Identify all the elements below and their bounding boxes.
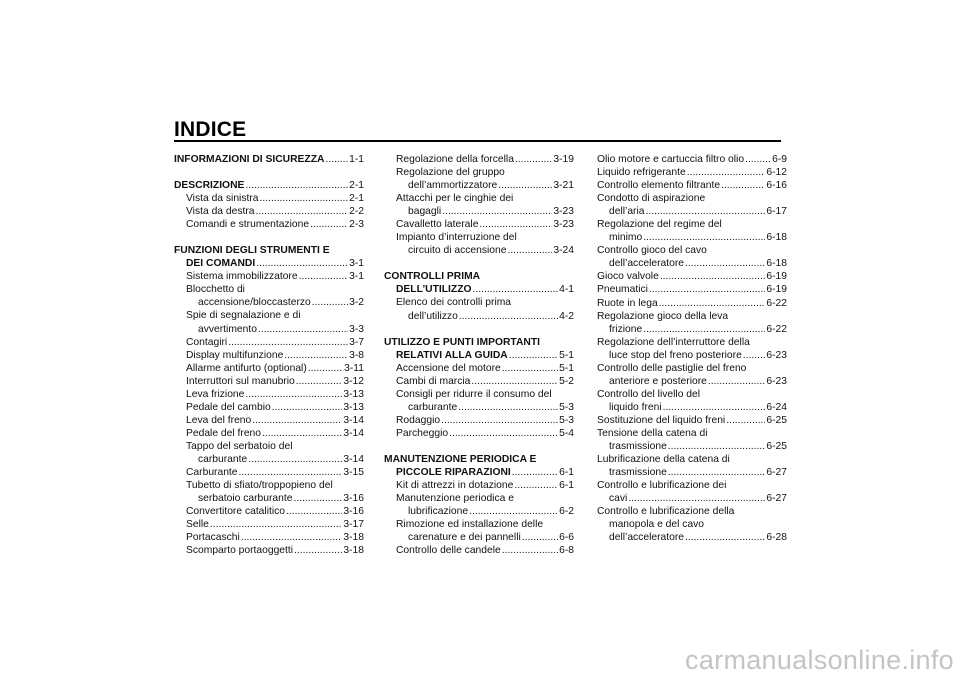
- toc-spacer: [384, 440, 574, 453]
- toc-entry-title: Kit di attrezzi in dotazione: [396, 480, 514, 492]
- toc-page-number: 5-3: [559, 401, 574, 413]
- toc-page-number: 3-13: [343, 388, 364, 400]
- toc-entry-title: Controllo delle pastiglie del freno: [597, 362, 747, 374]
- toc-leader-dots: [245, 388, 342, 401]
- toc-leader-dots: [310, 218, 348, 231]
- toc-entry-title: carenature e dei pannelli: [408, 532, 521, 544]
- toc-entry[interactable]: [384, 153, 574, 166]
- toc-section-heading[interactable]: [384, 336, 574, 362]
- toc-page-number: 3-14: [343, 414, 364, 426]
- toc-entry[interactable]: [384, 492, 574, 518]
- toc-entry[interactable]: [597, 310, 787, 336]
- toc-entry[interactable]: [384, 166, 574, 192]
- toc-entry-title: Ruote in lega: [597, 297, 658, 309]
- toc-column-3: [597, 153, 787, 544]
- toc-entry-title: minimo: [609, 232, 643, 244]
- toc-column-2: [384, 153, 574, 557]
- toc-page-number: 6-28: [766, 532, 787, 544]
- toc-leader-dots: [248, 453, 342, 466]
- toc-entry-title: dell’ammortizzatore: [408, 180, 498, 192]
- toc-page-number: 6-1: [559, 480, 574, 492]
- toc-entry-title: Portacaschi: [186, 532, 240, 544]
- toc-page-number: 3-21: [553, 180, 574, 192]
- toc-leader-dots: [256, 205, 349, 218]
- toc-page-number: 3-24: [553, 245, 574, 257]
- toc-entry-title: Comandi e strumentazione: [186, 219, 310, 231]
- toc-leader-dots: [660, 270, 766, 283]
- toc-page-number: 6-25: [766, 441, 787, 453]
- toc-entry-title: Contagiri: [186, 336, 228, 348]
- toc-page-number: 3-13: [343, 401, 364, 413]
- toc-entry-title: DESCRIZIONE: [174, 180, 245, 192]
- toc-spacer: [384, 257, 574, 270]
- toc-leader-dots: [646, 205, 766, 218]
- toc-column-1: [174, 153, 364, 557]
- toc-entry-title: frizione: [609, 323, 643, 335]
- toc-entry-title: Olio motore e cartuccia filtro olio: [597, 154, 745, 165]
- toc-entry-title: bagagli: [408, 206, 442, 218]
- toc-entry[interactable]: [174, 309, 364, 335]
- toc-entry-title: Cavalletto laterale: [396, 219, 479, 231]
- toc-entry[interactable]: [597, 427, 787, 453]
- toc-entry[interactable]: [174, 205, 364, 218]
- toc-entry-title: trasmissione: [609, 441, 667, 453]
- toc-entry[interactable]: [597, 414, 787, 427]
- toc-leader-dots: [299, 270, 349, 283]
- toc-leader-dots: [498, 179, 552, 192]
- toc-page-number: 3-2: [349, 297, 364, 309]
- toc-entry[interactable]: [597, 297, 787, 310]
- toc-page-number: 5-1: [559, 349, 574, 361]
- toc-entry-title: dell’utilizzo: [408, 310, 458, 322]
- toc-page-number: 4-2: [559, 310, 574, 322]
- toc-entry-title: DEI COMANDI: [186, 258, 256, 270]
- toc-entry[interactable]: [384, 479, 574, 492]
- toc-leader-dots: [721, 179, 765, 192]
- toc-leader-dots: [502, 544, 558, 557]
- toc-entry-title: manopola e del cavo: [609, 519, 705, 531]
- toc-page-number: 6-1: [559, 466, 574, 478]
- toc-entry-title: Blocchetto di: [186, 284, 245, 296]
- toc-entry-title: Pneumatici: [597, 284, 648, 296]
- toc-entry-title: Convertitore catalitico: [186, 506, 286, 518]
- toc-entry-title: Controllo delle candele: [396, 545, 501, 557]
- toc-entry-title: Condotto di aspirazione: [597, 193, 706, 205]
- toc-page-number: 6-18: [766, 258, 787, 270]
- toc-leader-dots: [241, 531, 343, 544]
- title-rule: [174, 140, 781, 142]
- toc-page-number: 3-14: [343, 453, 364, 465]
- toc-leader-dots: [479, 218, 552, 231]
- toc-entry-title: Carburante: [186, 467, 238, 479]
- toc-entry-title: Vista da sinistra: [186, 193, 259, 205]
- toc-leader-dots: [245, 179, 348, 192]
- toc-entry-title: Spie di segnalazione e di: [186, 310, 301, 322]
- toc-leader-dots: [628, 492, 765, 505]
- toc-entry-title: Regolazione della forcella: [396, 154, 514, 165]
- toc-page-number: 6-25: [766, 414, 787, 426]
- toc-entry-title: Attacchi per le cinghie dei: [396, 193, 514, 205]
- toc-entry-title: Sostituzione del liquido freni: [597, 414, 726, 426]
- toc-page-number: 3-1: [349, 271, 364, 283]
- toc-page-number: 2-1: [349, 180, 364, 192]
- toc-leader-dots: [294, 544, 342, 557]
- toc-leader-dots: [708, 375, 766, 388]
- toc-page-number: 3-7: [349, 336, 364, 348]
- toc-entry-title: Pedale del cambio: [186, 401, 271, 413]
- toc-page-number: 2-1: [349, 193, 364, 205]
- toc-leader-dots: [228, 336, 348, 349]
- toc-entry-title: serbatoio carburante: [198, 493, 293, 505]
- toc-entry[interactable]: [384, 518, 574, 544]
- toc-entry[interactable]: [597, 192, 787, 218]
- toc-entry-title: Regolazione del gruppo: [396, 167, 505, 179]
- toc-entry[interactable]: [174, 401, 364, 414]
- toc-leader-dots: [210, 518, 342, 531]
- toc-page-number: 3-11: [344, 362, 364, 374]
- toc-entry-title: circuito di accensione: [408, 245, 507, 257]
- toc-entry[interactable]: [174, 440, 364, 466]
- toc-entry-title: Tappo del serbatoio del: [186, 440, 293, 452]
- toc-leader-dots: [643, 323, 765, 336]
- toc-page-number: 3-3: [349, 323, 364, 335]
- toc-page-number: 6-12: [766, 167, 787, 179]
- toc-leader-dots: [514, 479, 558, 492]
- toc-entry-title: UTILIZZO E PUNTI IMPORTANTI: [384, 336, 540, 348]
- toc-entry-title: Controllo e lubrificazione della: [597, 506, 735, 518]
- toc-page-number: 3-23: [553, 219, 574, 231]
- toc-entry[interactable]: [174, 466, 364, 479]
- toc-spacer: [174, 231, 364, 244]
- toc-page-number: 3-8: [349, 349, 364, 361]
- toc-entry-title: Lubrificazione della catena di: [597, 454, 730, 466]
- toc-page-number: 6-24: [766, 401, 787, 413]
- toc-page-number: 5-3: [559, 414, 574, 426]
- toc-entry[interactable]: [384, 218, 574, 231]
- toc-entry-title: Allarme antifurto (optional): [186, 362, 307, 374]
- toc-section-heading[interactable]: [384, 270, 574, 296]
- toc-page-number: 6-27: [766, 493, 787, 505]
- toc-page-number: 3-23: [553, 206, 574, 218]
- toc-page-number: 6-23: [766, 349, 787, 361]
- watermark: carmanualsonline.info: [685, 645, 954, 675]
- toc-leader-dots: [745, 153, 771, 166]
- toc-entry-title: Selle: [186, 519, 209, 531]
- toc-entry[interactable]: [597, 153, 787, 166]
- toc-entry[interactable]: [384, 414, 574, 427]
- toc-page-number: 3-17: [343, 519, 364, 531]
- toc-entry[interactable]: [597, 362, 787, 388]
- toc-leader-dots: [449, 427, 558, 440]
- toc-page-number: 3-15: [343, 467, 364, 479]
- toc-leader-dots: [659, 297, 766, 310]
- toc-leader-dots: [458, 401, 558, 414]
- toc-entry-title: INFORMAZIONI DI SICUREZZA: [174, 154, 325, 165]
- toc-leader-dots: [256, 257, 348, 270]
- toc-entry-title: CONTROLLI PRIMA: [384, 271, 481, 283]
- toc-entry-title: RELATIVI ALLA GUIDA: [396, 349, 508, 361]
- toc-entry-title: Gioco valvole: [597, 271, 659, 283]
- toc-leader-dots: [515, 153, 552, 166]
- toc-page-number: 6-19: [766, 271, 787, 283]
- toc-spacer: [174, 166, 364, 179]
- toc-leader-dots: [262, 427, 342, 440]
- toc-page-number: 3-16: [343, 493, 364, 505]
- toc-entry[interactable]: [174, 388, 364, 401]
- toc-entry[interactable]: [597, 218, 787, 244]
- toc-page-number: 3-16: [343, 506, 364, 518]
- toc-entry-title: anteriore e posteriore: [609, 375, 707, 387]
- toc-entry-title: Regolazione dell’interruttore della: [597, 336, 750, 348]
- toc-entry[interactable]: [174, 336, 364, 349]
- toc-page-number: 6-22: [766, 297, 787, 309]
- toc-entry[interactable]: [174, 505, 364, 518]
- toc-leader-dots: [668, 440, 766, 453]
- toc-entry-title: cavi: [609, 493, 628, 505]
- toc-page-number: 6-6: [559, 532, 574, 544]
- toc-entry-title: Liquido refrigerante: [597, 167, 686, 179]
- toc-entry[interactable]: [174, 283, 364, 309]
- toc-entry[interactable]: [174, 427, 364, 440]
- toc-entry[interactable]: [597, 479, 787, 505]
- toc-leader-dots: [312, 296, 348, 309]
- toc-entry-title: Parcheggio: [396, 427, 449, 439]
- toc-entry[interactable]: [174, 544, 364, 557]
- toc-leader-dots: [252, 414, 342, 427]
- toc-leader-dots: [272, 401, 343, 414]
- toc-leader-dots: [522, 531, 558, 544]
- toc-page-number: 6-8: [559, 545, 574, 557]
- toc-page-number: 6-9: [772, 154, 787, 165]
- toc-leader-dots: [649, 283, 765, 296]
- toc-leader-dots: [473, 283, 559, 296]
- toc-entry[interactable]: [384, 427, 574, 440]
- toc-entry-title: Leva frizione: [186, 388, 245, 400]
- toc-page-number: 1-1: [349, 154, 364, 165]
- toc-page-number: 4-1: [559, 284, 574, 296]
- toc-leader-dots: [663, 401, 766, 414]
- toc-leader-dots: [260, 192, 349, 205]
- toc-page-number: 3-18: [343, 545, 364, 557]
- toc-entry-title: Vista da destra: [186, 206, 255, 218]
- toc-page-number: 6-17: [766, 206, 787, 218]
- toc-page-number: 5-4: [559, 427, 574, 439]
- toc-page-number: 6-2: [559, 506, 574, 518]
- toc-page-number: 6-16: [766, 180, 787, 192]
- toc-leader-dots: [459, 310, 558, 323]
- toc-entry[interactable]: [174, 192, 364, 205]
- toc-entry[interactable]: [174, 518, 364, 531]
- toc-entry-title: liquido freni: [609, 401, 662, 413]
- toc-entry-title: Tensione della catena di: [597, 427, 708, 439]
- toc-entry-title: dell’acceleratore: [609, 258, 684, 270]
- toc-entry[interactable]: [174, 479, 364, 505]
- toc-entry[interactable]: [174, 349, 364, 362]
- toc-entry-title: accensione/bloccasterzo: [198, 297, 311, 309]
- toc-entry-title: Rimozione ed installazione delle: [396, 519, 544, 531]
- toc-entry-title: Impianto d’interruzione del: [396, 232, 517, 244]
- toc-page-number: 2-2: [349, 206, 364, 218]
- toc-page-number: 5-1: [559, 362, 574, 374]
- toc-leader-dots: [502, 362, 558, 375]
- toc-leader-dots: [284, 349, 348, 362]
- toc-section-heading[interactable]: [174, 244, 364, 270]
- toc-leader-dots: [507, 244, 552, 257]
- toc-leader-dots: [308, 362, 343, 375]
- toc-page-number: 2-3: [349, 219, 364, 231]
- toc-entry-title: Leva del freno: [186, 414, 252, 426]
- toc-page-number: 6-19: [766, 284, 787, 296]
- toc-leader-dots: [509, 349, 558, 362]
- toc-entry-title: carburante: [198, 453, 248, 465]
- toc-entry-title: PICCOLE RIPARAZIONI: [396, 466, 511, 478]
- toc-entry[interactable]: [174, 375, 364, 388]
- toc-entry[interactable]: [384, 362, 574, 375]
- toc-entry[interactable]: [174, 218, 364, 231]
- toc-entry-title: luce stop del freno posteriore: [609, 349, 742, 361]
- toc-entry[interactable]: [597, 336, 787, 362]
- toc-entry-title: Elenco dei controlli prima: [396, 297, 512, 309]
- toc-entry[interactable]: [597, 388, 787, 414]
- toc-page-number: 6-22: [766, 323, 787, 335]
- toc-entry[interactable]: [384, 296, 574, 322]
- toc-leader-dots: [442, 205, 552, 218]
- toc-leader-dots: [471, 375, 558, 388]
- toc-entry-title: Sistema immobilizzatore: [186, 271, 298, 283]
- toc-entry[interactable]: [597, 179, 787, 192]
- toc-section-heading[interactable]: [174, 179, 364, 192]
- toc-leader-dots: [441, 414, 558, 427]
- toc-entry[interactable]: [174, 362, 364, 375]
- toc-leader-dots: [258, 323, 348, 336]
- toc-entry-title: Regolazione del regime del: [597, 219, 722, 231]
- page-title: INDICE: [174, 118, 247, 141]
- toc-entry[interactable]: [384, 375, 574, 388]
- toc-entry-title: FUNZIONI DEGLI STRUMENTI E: [174, 245, 330, 257]
- toc-entry-title: Controllo del livello del: [597, 388, 701, 400]
- toc-entry-title: Display multifunzione: [186, 349, 284, 361]
- toc-leader-dots: [512, 466, 558, 479]
- toc-entry[interactable]: [174, 531, 364, 544]
- toc-entry-title: Manutenzione periodica e: [396, 493, 514, 505]
- toc-page-number: 6-27: [766, 467, 787, 479]
- toc-section-heading[interactable]: [174, 153, 364, 166]
- toc-entry-title: carburante: [408, 401, 458, 413]
- toc-entry[interactable]: [384, 231, 574, 257]
- toc-leader-dots: [469, 505, 558, 518]
- toc-leader-dots: [726, 414, 765, 427]
- toc-entry-title: Accensione del motore: [396, 362, 501, 374]
- toc-page-number: 3-12: [343, 375, 364, 387]
- toc-page-number: 3-1: [349, 258, 364, 270]
- toc-entry[interactable]: [384, 544, 574, 557]
- toc-spacer: [384, 323, 574, 336]
- toc-leader-dots: [685, 257, 765, 270]
- toc-leader-dots: [293, 492, 342, 505]
- toc-entry-title: lubrificazione: [408, 506, 469, 518]
- toc-entry[interactable]: [597, 283, 787, 296]
- toc-entry-title: MANUTENZIONE PERIODICA E: [384, 453, 537, 465]
- toc-entry-title: Interruttori sul manubrio: [186, 375, 295, 387]
- toc-entry[interactable]: [597, 244, 787, 270]
- toc-entry[interactable]: [597, 270, 787, 283]
- toc-leader-dots: [286, 505, 342, 518]
- toc-entry-title: Pedale del freno: [186, 427, 261, 439]
- toc-leader-dots: [239, 466, 343, 479]
- toc-leader-dots: [643, 231, 765, 244]
- toc-entry-title: avvertimento: [198, 323, 257, 335]
- toc-entry-title: dell’aria: [609, 206, 645, 218]
- toc-page-number: 3-14: [343, 427, 364, 439]
- toc-entry-title: Scomparto portaoggetti: [186, 545, 294, 557]
- toc-leader-dots: [325, 153, 348, 166]
- toc-entry-title: Cambi di marcia: [396, 375, 471, 387]
- toc-page-number: 5-2: [559, 375, 574, 387]
- toc-entry-title: trasmissione: [609, 467, 667, 479]
- toc-entry-title: Tubetto di sfiato/troppopieno del: [186, 480, 333, 492]
- toc-entry-title: dell’acceleratore: [609, 532, 684, 544]
- toc-page-number: 6-23: [766, 375, 787, 387]
- toc-entry-title: Consigli per ridurre il consumo del: [396, 388, 552, 400]
- toc-page-number: 3-19: [553, 154, 574, 165]
- toc-entry-title: Controllo elemento filtrante: [597, 180, 721, 192]
- toc-entry[interactable]: [597, 505, 787, 544]
- toc-entry-title: Controllo gioco del cavo: [597, 245, 707, 257]
- toc-entry-title: DELL’UTILIZZO: [396, 284, 472, 296]
- toc-entry[interactable]: [597, 166, 787, 179]
- toc-entry[interactable]: [384, 388, 574, 414]
- toc-entry[interactable]: [384, 192, 574, 218]
- toc-page-number: 6-18: [766, 232, 787, 244]
- toc-leader-dots: [668, 466, 766, 479]
- toc-entry[interactable]: [174, 414, 364, 427]
- toc-leader-dots: [743, 349, 766, 362]
- toc-leader-dots: [296, 375, 343, 388]
- toc-leader-dots: [685, 531, 765, 544]
- toc-section-heading[interactable]: [384, 453, 574, 479]
- toc-entry-title: Rodaggio: [396, 414, 441, 426]
- toc-entry[interactable]: [597, 453, 787, 479]
- toc-entry-title: Controllo e lubrificazione dei: [597, 480, 727, 492]
- toc-page-number: 3-18: [343, 532, 364, 544]
- toc-leader-dots: [687, 166, 766, 179]
- toc-entry[interactable]: [174, 270, 364, 283]
- toc-entry-title: Regolazione gioco della leva: [597, 310, 729, 322]
